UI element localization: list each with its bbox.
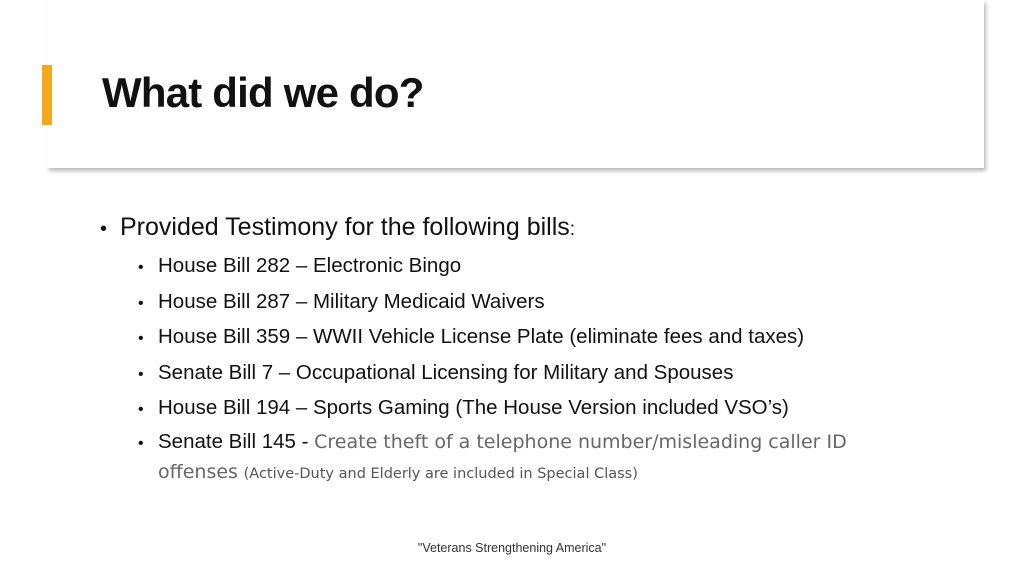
bullet-dot-icon: • — [138, 294, 144, 312]
bullet-dot-icon: • — [138, 330, 144, 347]
bill-text: Senate Bill 7 – Occupational Licensing for Military and Spouses — [158, 360, 734, 384]
bullet-dot-icon: • — [138, 259, 144, 276]
bill-text: House Bill 282 – Electronic Bingo — [158, 254, 462, 277]
bullet-dot-icon: • — [138, 365, 144, 383]
bill-note: (Active-Duty and Elderly are included in Special Class) — [243, 465, 638, 482]
list-item — [138, 249, 940, 285]
list-item — [138, 320, 940, 356]
bullet-dot-icon: • — [138, 401, 144, 418]
bill-text: House Bill 194 – Sports Gaming (The House Version included VSO’s) — [158, 396, 789, 419]
bill-text — [158, 427, 898, 489]
bill-name: Senate Bill 145 - — [158, 429, 315, 453]
list-item — [138, 356, 940, 392]
bill-description: Create theft of a telephone number/misleading caller ID offenses — [158, 430, 847, 483]
title-accent-bar — [42, 65, 52, 125]
footer-tagline: "Veterans Strengthening America" — [417, 541, 607, 555]
bill-text: House Bill 359 – WWII Vehicle License Plate (eliminate fees and taxes) — [158, 325, 805, 348]
slide-content — [100, 210, 940, 489]
main-bullet-text: Provided Testimony for the following bills: — [120, 213, 576, 241]
bullet-dot-icon: • — [138, 434, 144, 452]
bill-list — [100, 249, 940, 489]
bullet-dot-icon: • — [100, 218, 108, 240]
list-item — [138, 285, 940, 321]
slide-title: What did we do? — [102, 69, 424, 116]
bill-text: House Bill 287 – Military Medicaid Waivers — [158, 289, 545, 313]
list-item — [138, 427, 940, 489]
main-bullet — [100, 210, 940, 247]
list-item — [138, 391, 940, 427]
